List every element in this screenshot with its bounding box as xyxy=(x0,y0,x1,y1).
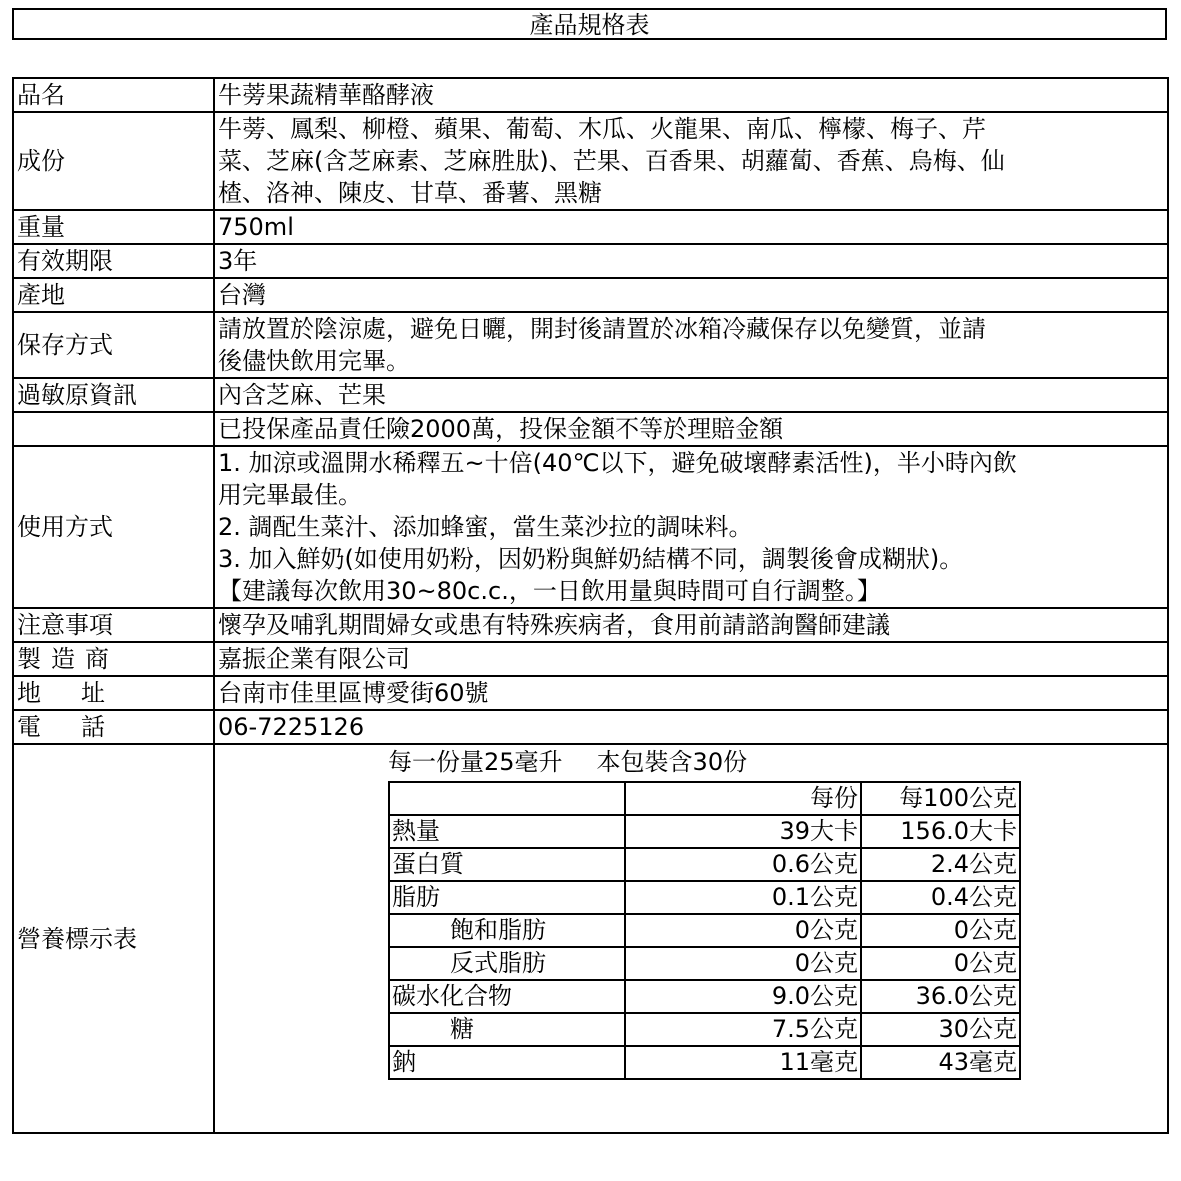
usage-line: 1. 加涼或溫開水稀釋五~十倍(40℃以下，避免破壞酵素活性)，半小時內飲 xyxy=(218,449,1017,477)
table-row xyxy=(389,1046,1020,1079)
nutrient-per-serving: 9.0公克 xyxy=(625,980,861,1013)
label-allergen: 過敏原資訊 xyxy=(13,378,214,412)
table-row xyxy=(13,642,1168,676)
usage-line: 用完畢最佳。 xyxy=(218,481,362,509)
label-manufacturer: 製造商 xyxy=(13,642,214,676)
table-row xyxy=(389,947,1020,980)
nutrient-name: 熱量 xyxy=(389,815,625,848)
servings-per-pack: 本包裝含30份 xyxy=(596,748,748,776)
nutrient-per-serving: 39大卡 xyxy=(625,815,861,848)
label-shelf-life: 有效期限 xyxy=(13,244,214,278)
nutrient-per-100: 156.0大卡 xyxy=(861,815,1020,848)
table-row xyxy=(13,112,1168,210)
value-insurance: 已投保產品責任險2000萬，投保金額不等於理賠金額 xyxy=(214,412,1168,446)
nutrient-per-100: 43毫克 xyxy=(861,1046,1020,1079)
usage-line: 3. 加入鮮奶(如使用奶粉，因奶粉與鮮奶結構不同，調製後會成糊狀)。 xyxy=(218,545,964,573)
nutrient-per-serving: 11毫克 xyxy=(625,1046,861,1079)
value-allergen: 內含芝麻、芒果 xyxy=(214,378,1168,412)
nutrient-per-100: 0公克 xyxy=(861,947,1020,980)
table-row xyxy=(13,378,1168,412)
nutrient-per-100: 2.4公克 xyxy=(861,848,1020,881)
value-shelf-life: 3年 xyxy=(214,244,1168,278)
nutrient-name: 飽和脂肪 xyxy=(389,914,625,947)
label-storage: 保存方式 xyxy=(13,312,214,378)
table-row xyxy=(13,446,1168,608)
label-notes: 注意事項 xyxy=(13,608,214,642)
table-row xyxy=(389,815,1020,848)
value-phone: 06-7225126 xyxy=(214,710,1168,744)
label-origin: 產地 xyxy=(13,278,214,312)
value-manufacturer: 嘉振企業有限公司 xyxy=(214,642,1168,676)
table-row xyxy=(13,210,1168,244)
label-ingredients: 成份 xyxy=(13,112,214,210)
table-row xyxy=(13,412,1168,446)
storage-line: 後儘快飲用完畢。 xyxy=(218,347,410,375)
nutrition-panel xyxy=(215,745,1167,1132)
ingredients-line: 楂、洛神、陳皮、甘草、番薯、黑糖 xyxy=(218,179,602,207)
storage-line: 請放置於陰涼處，避免日曬，開封後請置於冰箱冷藏保存以免變質，並請 xyxy=(218,315,986,343)
value-nutrition xyxy=(214,744,1168,1133)
col-header-per-100: 每100公克 xyxy=(861,782,1020,815)
nutrient-per-100: 0.4公克 xyxy=(861,881,1020,914)
table-row xyxy=(389,881,1020,914)
usage-line: 2. 調配生菜汁、添加蜂蜜，當生菜沙拉的調味料。 xyxy=(218,513,753,541)
label-phone: 電話 xyxy=(13,710,214,744)
ingredients-line: 菜、芝麻(含芝麻素、芝麻胜肽)、芒果、百香果、胡蘿蔔、香蕉、烏梅、仙 xyxy=(218,147,1005,175)
table-row xyxy=(389,980,1020,1013)
label-address: 地址 xyxy=(13,676,214,710)
nutrient-name: 蛋白質 xyxy=(389,848,625,881)
nutrient-name: 鈉 xyxy=(389,1046,625,1079)
col-header-per-serving: 每份 xyxy=(625,782,861,815)
nutrient-name: 脂肪 xyxy=(389,881,625,914)
nutrient-per-100: 30公克 xyxy=(861,1013,1020,1046)
value-notes: 懷孕及哺乳期間婦女或患有特殊疾病者，食用前請諮詢醫師建議 xyxy=(214,608,1168,642)
page-title: 產品規格表 xyxy=(12,8,1167,40)
label-nutrition: 營養標示表 xyxy=(13,744,214,1133)
table-row xyxy=(13,676,1168,710)
value-storage xyxy=(214,312,1168,378)
value-weight: 750ml xyxy=(214,210,1168,244)
label-name: 品名 xyxy=(13,78,214,112)
nutrition-corner xyxy=(389,782,625,815)
nutrition-table xyxy=(388,781,1021,1080)
value-origin: 台灣 xyxy=(214,278,1168,312)
nutrient-per-100: 36.0公克 xyxy=(861,980,1020,1013)
value-address: 台南市佳里區博愛街60號 xyxy=(214,676,1168,710)
value-usage xyxy=(214,446,1168,608)
table-row xyxy=(389,1013,1020,1046)
table-row xyxy=(13,608,1168,642)
table-row xyxy=(13,278,1168,312)
value-ingredients xyxy=(214,112,1168,210)
serving-size: 每一份量25毫升 xyxy=(388,748,563,776)
table-row xyxy=(13,244,1168,278)
table-row xyxy=(13,78,1168,112)
table-row xyxy=(13,312,1168,378)
label-insurance xyxy=(13,412,214,446)
nutrient-name: 反式脂肪 xyxy=(389,947,625,980)
spec-table xyxy=(12,77,1169,1134)
nutrient-per-serving: 0.6公克 xyxy=(625,848,861,881)
nutrient-per-100: 0公克 xyxy=(861,914,1020,947)
nutrition-header xyxy=(388,745,747,779)
nutrient-name: 碳水化合物 xyxy=(389,980,625,1013)
table-row xyxy=(389,848,1020,881)
nutrient-name: 糖 xyxy=(389,1013,625,1046)
nutrient-per-serving: 7.5公克 xyxy=(625,1013,861,1046)
table-row xyxy=(13,744,1168,1133)
ingredients-line: 牛蒡、鳳梨、柳橙、蘋果、葡萄、木瓜、火龍果、南瓜、檸檬、梅子、芹 xyxy=(218,115,986,143)
nutrient-per-serving: 0公克 xyxy=(625,914,861,947)
label-weight: 重量 xyxy=(13,210,214,244)
value-name: 牛蒡果蔬精華酪酵液 xyxy=(214,78,1168,112)
nutrient-per-serving: 0.1公克 xyxy=(625,881,861,914)
label-usage: 使用方式 xyxy=(13,446,214,608)
table-row xyxy=(13,710,1168,744)
usage-line: 【建議每次飲用30~80c.c.，一日飲用量與時間可自行調整。】 xyxy=(218,577,881,605)
nutrient-per-serving: 0公克 xyxy=(625,947,861,980)
table-row xyxy=(389,782,1020,815)
table-row xyxy=(389,914,1020,947)
